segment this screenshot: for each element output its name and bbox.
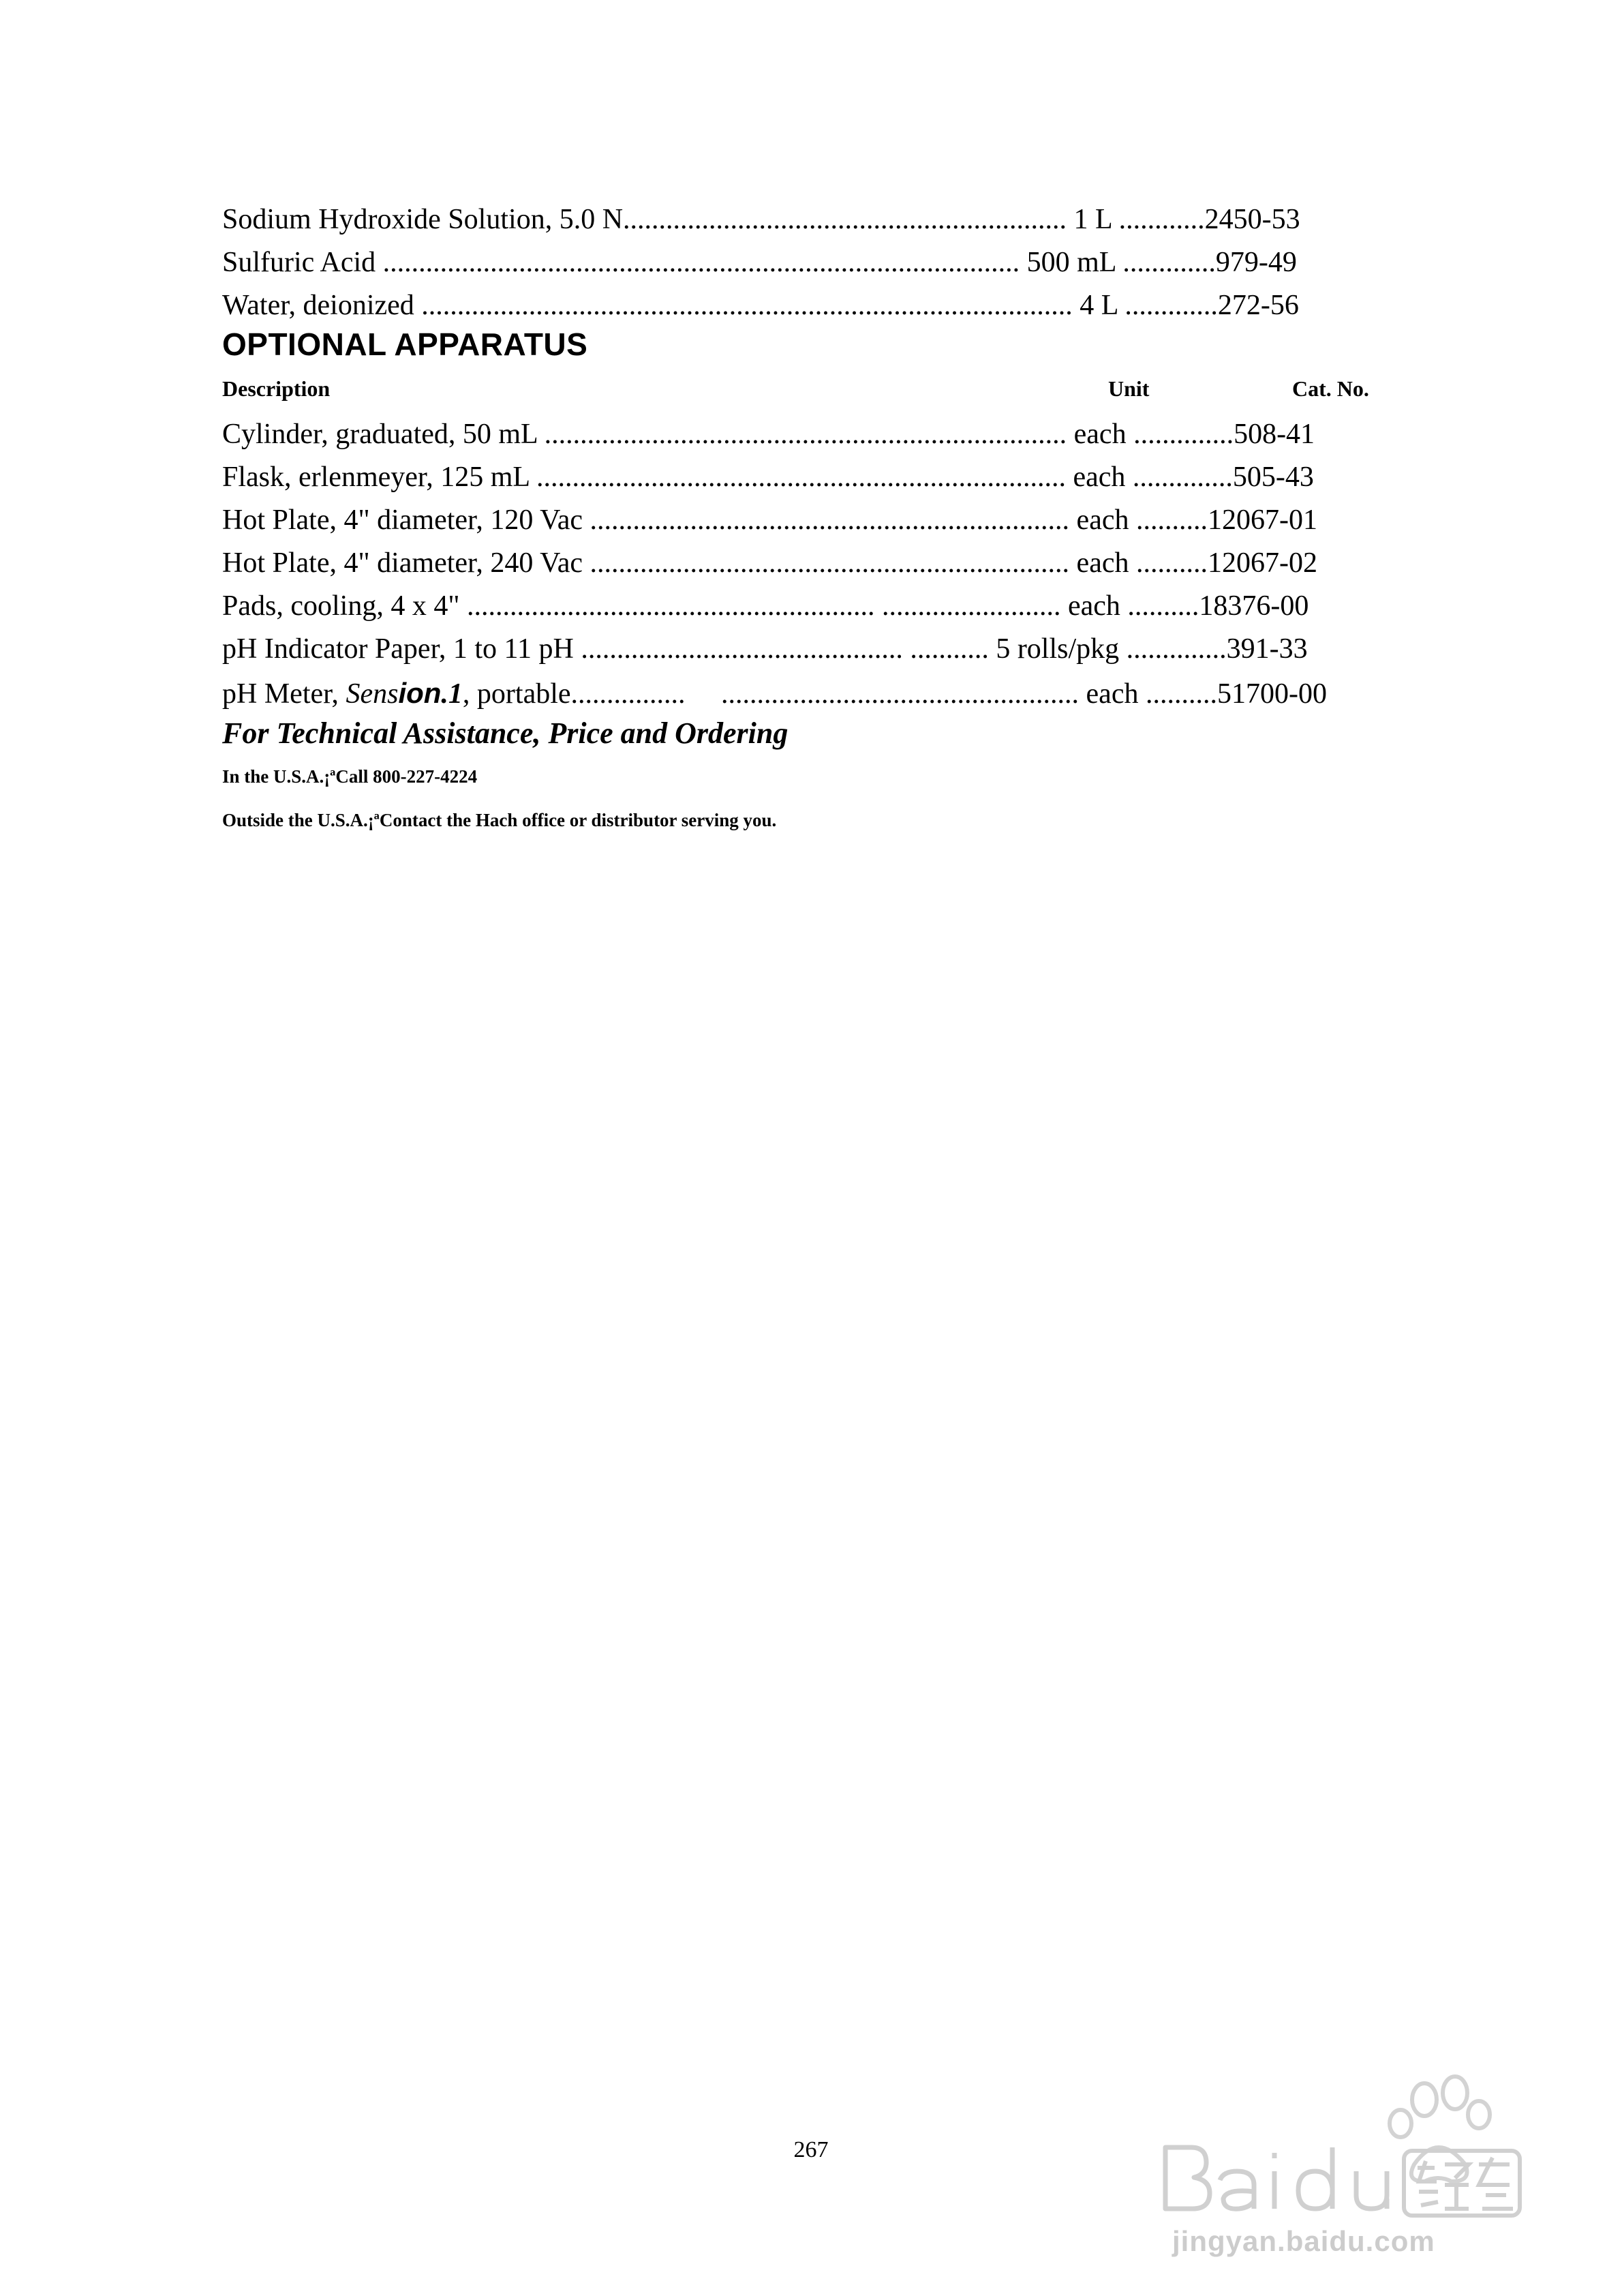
apparatus-line: Flask, erlenmeyer, 125 mL .......................................................................... each ..............505-43 <box>222 462 1314 493</box>
ph-meter-prefix: pH Meter, <box>222 678 346 710</box>
reagent-line: Sodium Hydroxide Solution, 5.0 N.............................................................. 1 L ............2450-53 <box>222 204 1300 235</box>
apparatus-line: Hot Plate, 4" diameter, 240 Vac ................................................................... each ..........12067-02 <box>222 547 1317 579</box>
baidu-jingyan-watermark <box>1152 2072 1533 2277</box>
brand-name-part: Sens <box>346 678 399 710</box>
apparatus-line: Pads, cooling, 4 x 4" ......................................................... ......................... each ..........18376-00 <box>222 590 1309 622</box>
reagent-line: Water, deionized ........................................................................................... 4 L .............272-56 <box>222 290 1299 321</box>
section-title: OPTIONAL APPARATUS <box>222 327 588 362</box>
column-header-unit: Unit <box>1108 376 1150 401</box>
assistance-title: For Technical Assistance, Price and Ordering <box>222 716 789 750</box>
brand-name-part: ion <box>398 677 442 709</box>
usa-contact: In the U.S.A.¡ªCall 800-227-4224 <box>222 766 478 787</box>
apparatus-line: pH Indicator Paper, 1 to 11 pH ............................................. ........... 5 rolls/pkg ..............391-33 <box>222 633 1308 665</box>
column-header-cat-no: Cat. No. <box>1292 376 1369 401</box>
apparatus-line-ph-meter <box>222 676 1327 711</box>
column-header-description: Description <box>222 376 331 401</box>
outside-usa-contact: Outside the U.S.A.¡ªContact the Hach office or distributor serving you. <box>222 810 777 830</box>
page-number: 267 <box>793 2137 829 2162</box>
brand-name-part: .1 <box>441 678 463 710</box>
ph-meter-suffix: , portable................ .................................................. each ..........51700-00 <box>462 678 1327 710</box>
apparatus-line: Hot Plate, 4" diameter, 120 Vac ................................................................... each ..........12067-01 <box>222 504 1317 536</box>
apparatus-line: Cylinder, graduated, 50 mL ......................................................................... each ..............508-41 <box>222 419 1315 450</box>
reagent-line: Sulfuric Acid ......................................................................................... 500 mL .............979-49 <box>222 247 1297 278</box>
svg-text:jingyan.baidu.com: jingyan.baidu.com <box>1172 2225 1435 2257</box>
